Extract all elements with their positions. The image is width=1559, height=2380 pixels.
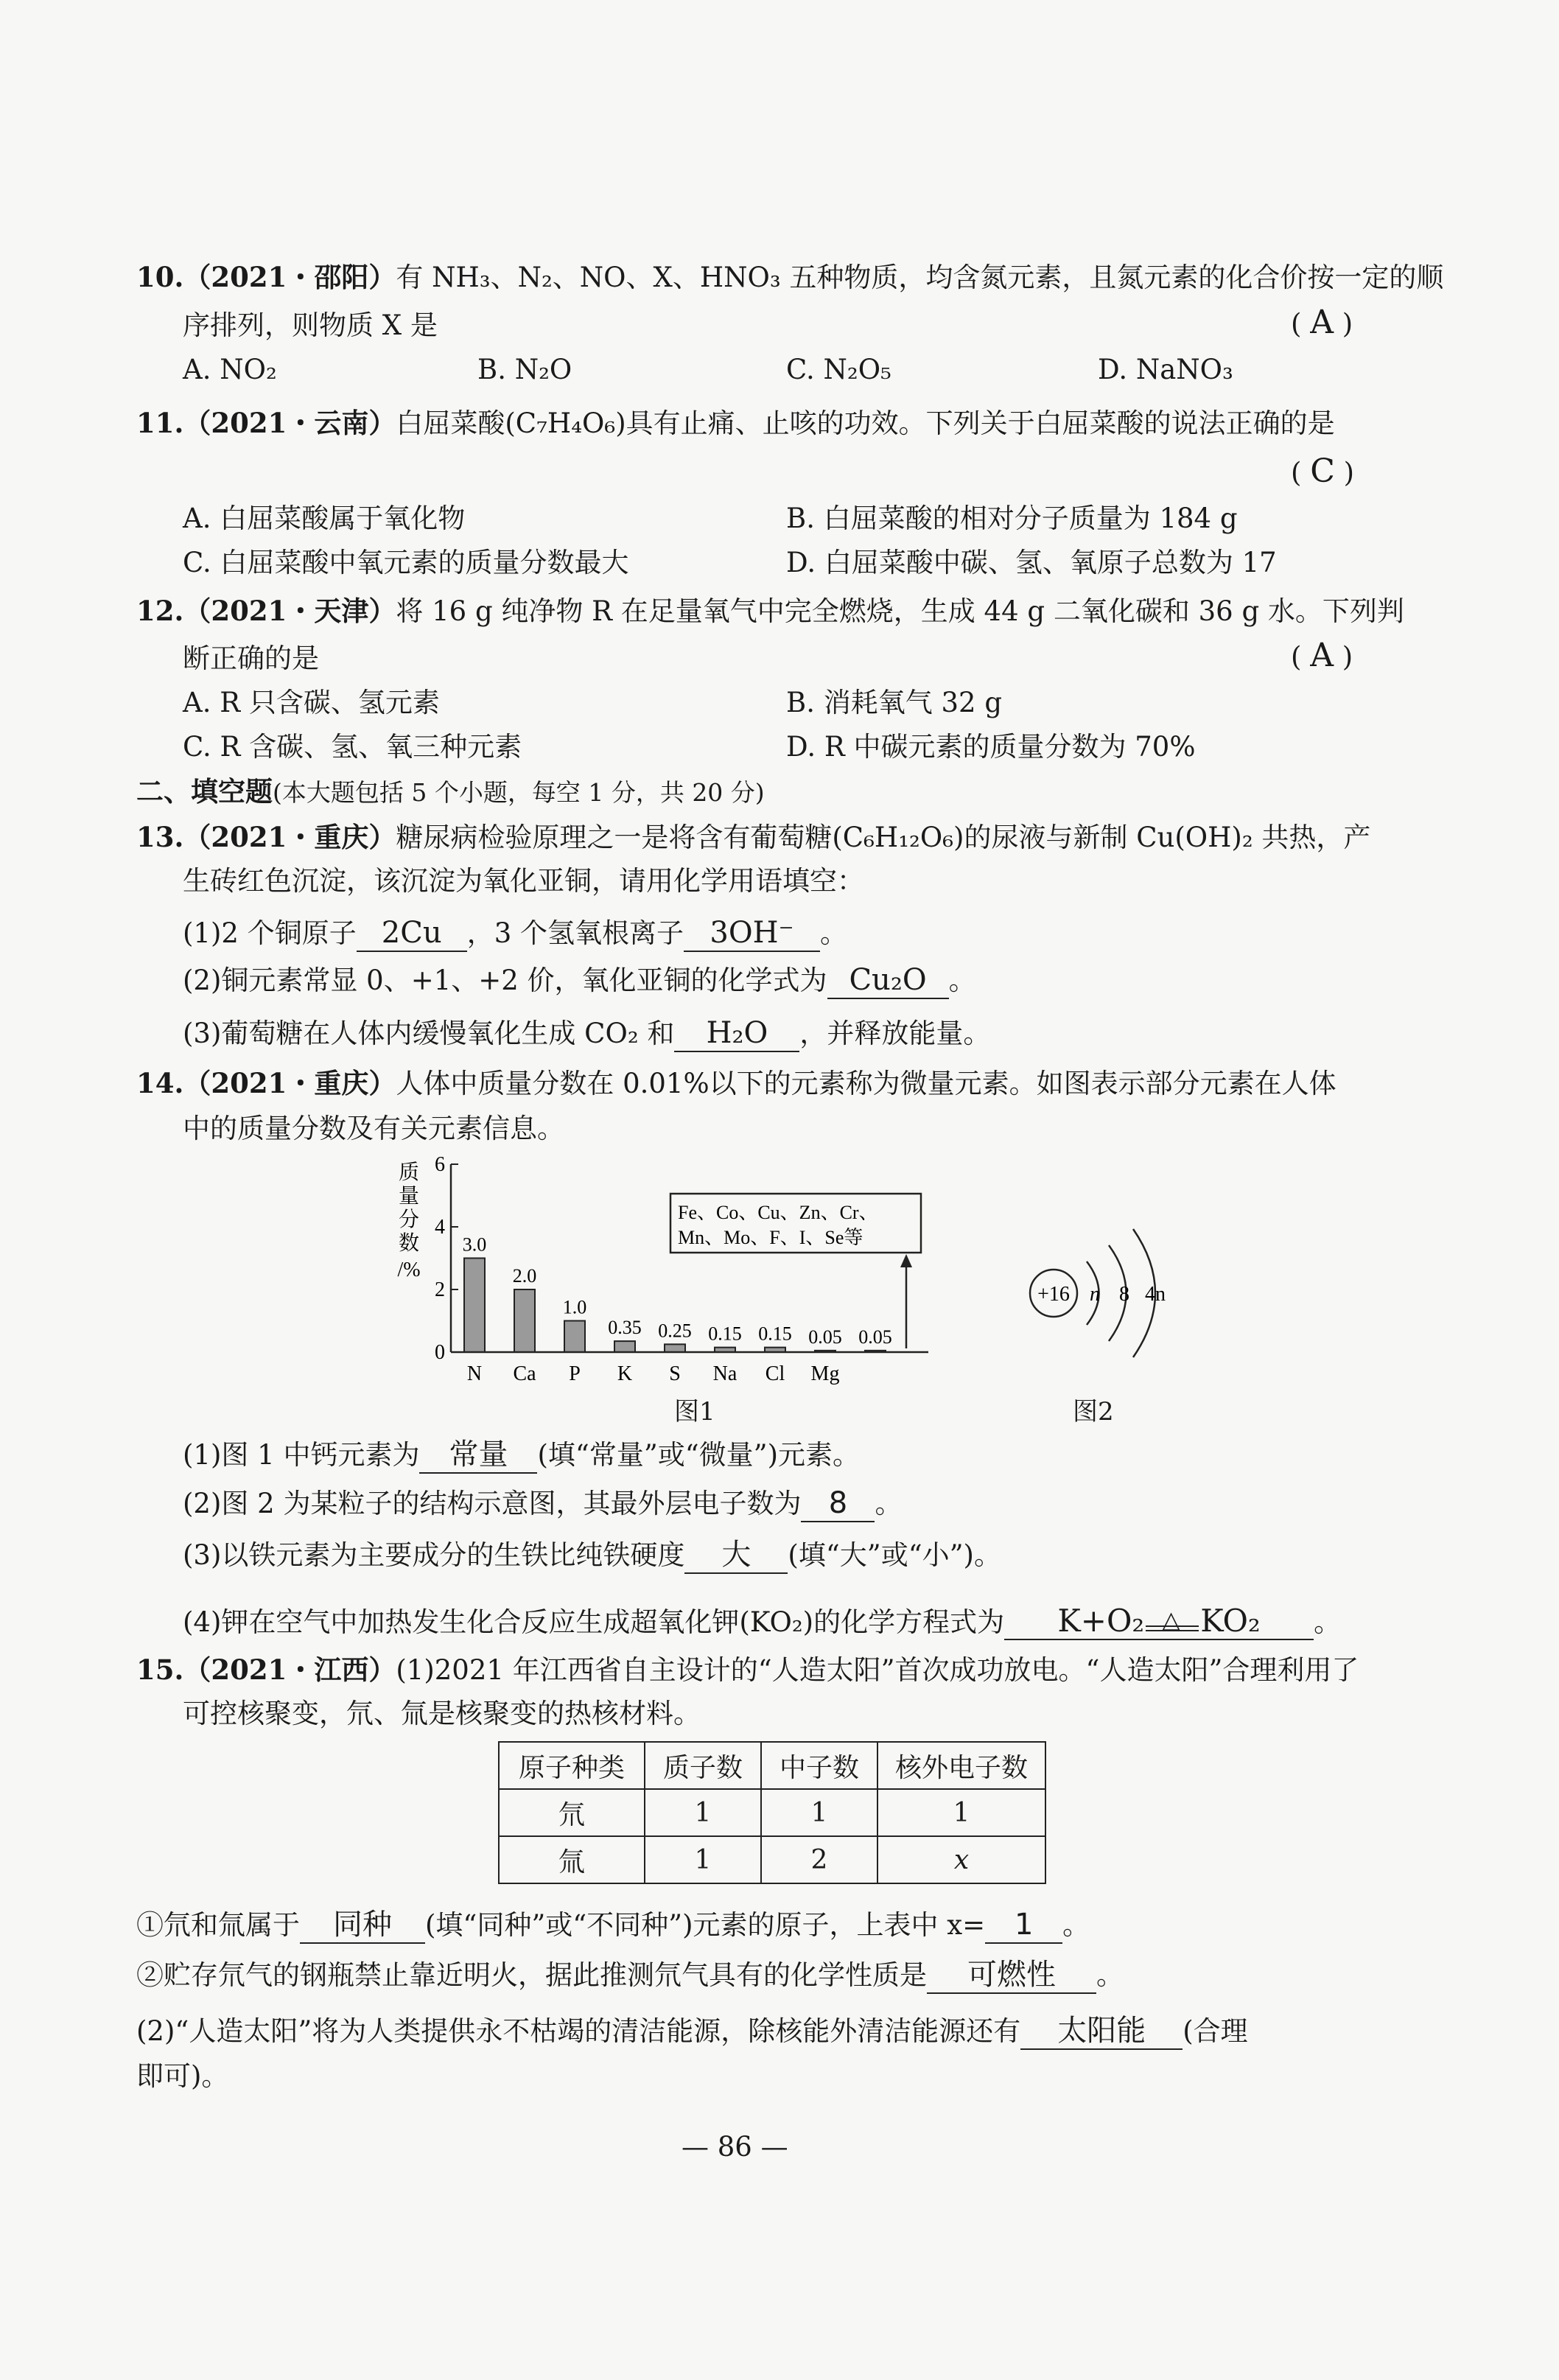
y-label-char: 数 — [398, 1232, 420, 1255]
prompt-text: 。 — [1314, 1606, 1342, 1638]
question-number: 15. — [136, 1653, 184, 1686]
prompt-text: (3)葡萄糖在人体内缓慢氧化生成 CO₂ 和 — [183, 1018, 675, 1049]
prompt-text: (3)以铁元素为主要成分的生铁比纯铁硬度 — [183, 1539, 685, 1571]
table-row — [499, 1789, 1045, 1836]
y-label-char: 质 — [398, 1161, 420, 1184]
answer-mark: C — [1310, 452, 1335, 490]
q10-option-d: D. NaNO₃ — [1098, 354, 1233, 385]
prompt-text: 。 — [1062, 1909, 1090, 1941]
prompt-text: (填“大”或“小”)。 — [788, 1539, 1001, 1571]
answer-blank: Cu₂O — [827, 962, 949, 999]
prompt-text: ②贮存氘气的钢瓶禁止靠近明火，据此推测氘气具有的化学性质是 — [136, 1959, 927, 1991]
table-cell: 氚 — [499, 1836, 645, 1883]
q13-line1 — [136, 819, 1370, 855]
q10-answer-paren: ( A ) — [1291, 304, 1353, 341]
q15-part1 — [136, 1907, 1090, 1944]
answer-blank: 常量 — [419, 1437, 537, 1474]
category-label: Ca — [513, 1362, 536, 1385]
question-source: （2021・天津） — [183, 595, 396, 627]
question-number: 11. — [136, 407, 184, 439]
y-tick-label: 2 — [435, 1278, 445, 1301]
q12-line2: 断正确的是 — [183, 643, 319, 674]
q10-option-a: A. NO₂ — [183, 354, 277, 385]
element-mass-chart — [383, 1149, 943, 1444]
answer-blank: 1 — [985, 1907, 1062, 1944]
q10-line2: 序排列，则物质 X 是 — [183, 309, 438, 341]
bar-value-label: 3.0 — [462, 1233, 487, 1256]
q11-option-b: B. 白屈菜酸的相对分子质量为 184 g — [786, 503, 1238, 534]
prompt-text: (4)钾在空气中加热发生化合反应生成超氧化钾(KO₂)的化学方程式为 — [183, 1606, 1005, 1638]
q11-line1 — [136, 405, 1335, 441]
q11-option-a: A. 白屈菜酸属于氧化物 — [183, 503, 466, 534]
question-number: 10. — [136, 261, 184, 293]
table-header: 质子数 — [645, 1742, 761, 1789]
q12-line1 — [136, 593, 1404, 629]
q15-part2 — [136, 1957, 1124, 1994]
q14-part1 — [183, 1437, 860, 1474]
q13-part1 — [183, 915, 847, 952]
prompt-text: 。 — [1096, 1959, 1124, 1991]
table-cell: 氘 — [499, 1789, 645, 1836]
y-label-char: /% — [397, 1259, 421, 1281]
shell-count-1: n — [1090, 1283, 1100, 1306]
answer-mark: A — [1310, 637, 1334, 674]
q14-part2 — [183, 1485, 902, 1522]
answer-blank: 太阳能 — [1020, 2013, 1183, 2050]
trace-arrow-head — [900, 1254, 912, 1267]
table-cell: 1 — [877, 1789, 1045, 1836]
section-heading — [136, 774, 765, 811]
prompt-text: (2)“人造太阳”将为人类提供永不枯竭的清洁能源，除核能外清洁能源还有 — [136, 2015, 1021, 2047]
question-text: 人体中质量分数在 0.01%以下的元素称为微量元素。如图表示部分元素在人体 — [396, 1068, 1336, 1099]
prompt-text: (2)图 2 为某粒子的结构示意图，其最外层电子数为 — [183, 1488, 802, 1519]
equation-product: KO₂ — [1200, 1603, 1261, 1639]
chart-bar — [464, 1259, 485, 1353]
question-source: （2021・重庆） — [183, 821, 396, 853]
q12-option-c: C. R 含碳、氢、氧三种元素 — [183, 731, 522, 763]
shell-count-2: 8 — [1119, 1283, 1129, 1306]
bar-value-label: 0.15 — [708, 1323, 742, 1345]
prompt-text: (填“常量”或“微量”)元素。 — [537, 1439, 861, 1471]
bar-value-label: 0.35 — [608, 1317, 642, 1339]
bar-value-label: 2.0 — [512, 1265, 537, 1287]
table-cell: 1 — [761, 1789, 877, 1836]
y-tick-label: 4 — [435, 1216, 445, 1239]
chart-bar — [614, 1341, 635, 1352]
answer-blank: 8 — [801, 1485, 875, 1522]
prompt-text: (1)图 1 中钙元素为 — [183, 1439, 420, 1471]
q12-option-a: A. R 只含碳、氢元素 — [183, 687, 440, 718]
figure2-caption: 图2 — [1073, 1397, 1114, 1427]
q15-part3-cont: 即可)。 — [136, 2060, 229, 2092]
y-axis-label — [397, 1161, 420, 1281]
chart-bar — [564, 1321, 585, 1353]
prompt-text: (1)2 个铜原子 — [183, 917, 357, 949]
chart-bar — [665, 1344, 685, 1352]
question-text: 将 16 g 纯净物 R 在足量氧气中完全燃烧，生成 44 g 二氧化碳和 36 g 水。下列判 — [396, 595, 1404, 627]
category-label: K — [617, 1362, 633, 1385]
prompt-text: (合理 — [1183, 2015, 1248, 2047]
bar-value-label: 0.15 — [758, 1323, 792, 1345]
chart-bar — [514, 1289, 535, 1352]
figure1-caption: 图1 — [674, 1397, 715, 1427]
bar-value-label: 0.05 — [858, 1326, 892, 1348]
prompt-text: 。 — [820, 917, 848, 949]
question-number: 14. — [136, 1067, 184, 1099]
category-label: Cl — [765, 1362, 785, 1385]
answer-blank: 同种 — [300, 1907, 425, 1944]
q12-option-b: B. 消耗氧气 32 g — [786, 687, 1003, 718]
table-header: 中子数 — [761, 1742, 877, 1789]
prompt-text: ①氘和氚属于 — [136, 1909, 300, 1941]
q11-option-d: D. 白屈菜酸中碳、氢、氧原子总数为 17 — [786, 547, 1277, 578]
heating-symbol: △ — [1162, 1606, 1180, 1634]
answer-blank: 2Cu — [357, 915, 467, 952]
q10-line1 — [136, 259, 1443, 295]
table-cell: x — [877, 1836, 1045, 1883]
q15-line1 — [136, 1652, 1359, 1688]
prompt-text: ，3 个氢氧根离子 — [466, 917, 684, 949]
question-number: 12. — [136, 595, 184, 627]
table-header: 原子种类 — [499, 1742, 645, 1789]
q14-part3 — [183, 1537, 1001, 1574]
q11-option-c: C. 白屈菜酸中氧元素的质量分数最大 — [183, 547, 629, 578]
question-source: （2021・云南） — [183, 407, 396, 439]
question-number: 13. — [136, 821, 184, 853]
prompt-text: ，并释放能量。 — [799, 1018, 991, 1049]
category-label: P — [569, 1362, 581, 1385]
answer-blank: 大 — [684, 1537, 788, 1574]
y-label-char: 分 — [398, 1208, 420, 1231]
shell-count-3: 4n — [1145, 1283, 1166, 1306]
q13-part2 — [183, 962, 976, 999]
y-tick-label: 6 — [435, 1153, 445, 1176]
table-header: 核外电子数 — [877, 1742, 1045, 1789]
page-number: — 86 — — [682, 2131, 788, 2163]
q10-option-c: C. N₂O₅ — [786, 354, 891, 385]
y-label-char: 量 — [398, 1185, 420, 1208]
prompt-text: 。 — [875, 1488, 903, 1519]
equation-reactants: K+O₂ — [1057, 1603, 1145, 1639]
answer-blank: 可燃性 — [927, 1957, 1096, 1994]
q14-part4 — [183, 1603, 1341, 1640]
table-cell: 1 — [645, 1836, 761, 1883]
table-header-row — [499, 1742, 1045, 1789]
q12-answer-paren: ( A ) — [1291, 637, 1353, 674]
category-label: Na — [712, 1362, 738, 1385]
nucleus-charge: +16 — [1037, 1283, 1070, 1306]
bar-value-label: 0.25 — [658, 1320, 692, 1342]
section-title: 二、填空题 — [136, 775, 273, 808]
question-source: （2021・重庆） — [183, 1067, 396, 1099]
section-note: (本大题包括 5 个小题，每空 1 分，共 20 分) — [273, 778, 765, 807]
category-label: N — [466, 1362, 483, 1385]
category-label: Mg — [810, 1362, 840, 1385]
q14-line2: 中的质量分数及有关元素信息。 — [183, 1113, 564, 1144]
question-source: （2021・江西） — [183, 1653, 396, 1686]
prompt-text: 。 — [948, 965, 976, 996]
question-source: （2021・邵阳） — [183, 261, 396, 293]
question-text: 有 NH₃、N₂、NO、X、HNO₃ 五种物质，均含氮元素，且氮元素的化合价按一定的顺 — [396, 262, 1444, 293]
trace-elements-line2: Mn、Mo、F、I、Se等 — [678, 1227, 863, 1248]
answer-equation — [1004, 1603, 1314, 1640]
question-text: 白屈菜酸(C₇H₄O₆)具有止痛、止咳的功效。下列关于白屈菜酸的说法正确的是 — [396, 407, 1335, 439]
category-label: S — [669, 1362, 681, 1385]
q15-part3 — [136, 2013, 1248, 2050]
question-text: (1)2021 年江西省自主设计的“人造太阳”首次成功放电。“人造太阳”合理利用了 — [396, 1654, 1359, 1686]
q12-option-d: D. R 中碳元素的质量分数为 70% — [786, 731, 1196, 763]
q10-option-b: B. N₂O — [477, 354, 572, 385]
q14-line1 — [136, 1065, 1336, 1102]
answer-mark: A — [1310, 304, 1334, 341]
atom-structure-diagram — [1017, 1208, 1208, 1371]
answer-blank: H₂O — [674, 1015, 799, 1052]
bar-value-label: 0.05 — [808, 1326, 842, 1348]
prompt-text: (填“同种”或“不同种”)元素的原子，上表中 x= — [425, 1909, 986, 1941]
q11-answer-paren: ( C ) — [1291, 452, 1355, 490]
table-cell: 1 — [645, 1789, 761, 1836]
answer-blank: 3OH⁻ — [684, 915, 820, 952]
isotope-table — [498, 1741, 1046, 1884]
q15-line2: 可控核聚变，氘、氚是核聚变的热核材料。 — [183, 1698, 701, 1729]
question-text: 糖尿病检验原理之一是将含有葡萄糖(C₆H₁₂O₆)的尿液与新制 Cu(OH)₂ 共热，产 — [396, 822, 1371, 853]
prompt-text: (2)铜元素常显 0、+1、+2 价，氧化亚铜的化学式为 — [183, 965, 827, 996]
trace-elements-line1: Fe、Co、Cu、Zn、Cr、 — [678, 1202, 878, 1223]
y-tick-label: 0 — [435, 1341, 445, 1364]
table-row — [499, 1836, 1045, 1883]
table-cell: 2 — [761, 1836, 877, 1883]
bar-value-label: 1.0 — [562, 1296, 587, 1318]
q13-part3 — [183, 1015, 990, 1052]
q13-line2: 生砖红色沉淀，该沉淀为氧化亚铜，请用化学用语填空： — [183, 865, 864, 897]
